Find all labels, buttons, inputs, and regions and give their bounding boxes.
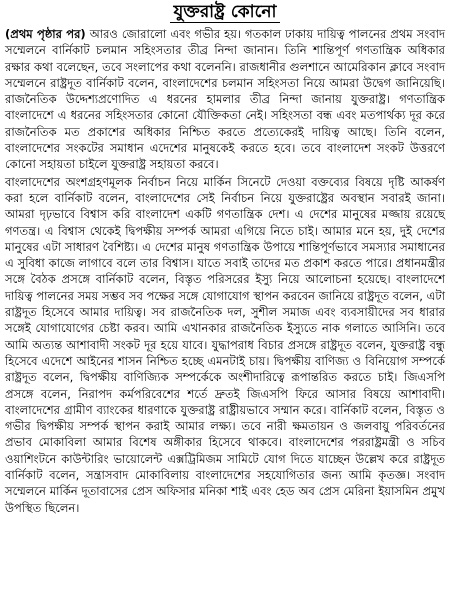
continued-from-front-page-label: (প্রথম পৃষ্ঠার পর) — [5, 27, 86, 41]
headline: যুক্তরাষ্ট্র কোনো — [170, 2, 281, 23]
headline-container — [0, 0, 450, 24]
paragraph-2: বাংলাদেশের অংশগ্রহণমূলক নির্বাচন নিয়ে মার্কিন সিনেটে দেওয়া বক্তব্যের বিষয়ে দৃষ্টি আকর্ষণ করা হলে বার্নিকাট বলেন, বাংলাদেশের সেই নির্বাচন নিয়ে যুক্তরাষ্ট্রের অবস্থান সবারই জানা। আমরা দৃঢ়ভাবে বিশ্বাস করি বাংলাদেশ একটি গণতান্ত্রিক দেশ। এ দেশের মানুষের মজ্জায় রয়েছে গণতন্ত্র। এ বিশ্বাস থেকেই দ্বিপক্ষীয় সম্পর্ক আমরা এগিয়ে নিতে চাই। আমার মনে হয়, দুই দেশের মানুষের এটা সাধারণ বৈশিষ্ট্য। এ দেশের মানুষ গণতান্ত্রিক উপায়ে শান্তিপূর্ণভাবে সমস্যার সমাধানের এ সুবিধা কাজে লাগাবে বলে তার বিশ্বাস। যাতে সবাই তাদের মত প্রকাশ করতে পারে। প্রধানমন্ত্রীর সঙ্গে বৈঠক প্রসঙ্গে বার্নিকাট বলেন, বিস্তৃত পরিসরের ইস্যু নিয়ে আলোচনা হয়েছে। বাংলাদেশে দায়িত্ব পালনের সময় সম্ভব সব পক্ষের সঙ্গে যোগাযোগ স্থাপন করবেন জানিয়ে রাষ্ট্রদূত বলেন, এটা রাষ্ট্রদূত হিসেবে আমার দায়িত্ব। সব রাজনৈতিক দল, সুশীল সমাজ এবং ব্যবসায়ীদের সব ধারার সঙ্গেই যোগাযোগের চেষ্টা করব। আমি এখানকার রাজনৈতিক ইস্যুতে নাক গলাতে আসিনি। তবে আমি অত্যন্ত আশাবাদী সংকট দূর হয়ে যাবে। যুদ্ধাপরাধ বিচার প্রসঙ্গে রাষ্ট্রদূত বলেন, যুক্তরাষ্ট্র বন্ধু হিসেবে এদেশে আইনের শাসন নিশ্চিত হচ্ছে এমনটাই চায়। দ্বিপক্ষীয় বাণিজ্য ও বিনিয়োগ সম্পর্কে রাষ্ট্রদূত বলেন, দ্বিপক্ষীয় বাণিজ্যিক সম্পর্কেকে অংশীদারিত্বে রূপান্তরিত করতে চাই। জিএসপি প্রসঙ্গে বলেন, নিরাপদ কর্মপরিবেশের শর্তে দ্রুতই জিএসপি ফিরে আসার বিষয়ে আশাবাদী। বাংলাদেশের গ্রামীণ ব্যাংকের ধারণাকে যুক্তরাষ্ট্র রাষ্ট্রীয়ভাবে সম্মান করে। বার্নিকাট বলেন, বিস্তৃত ও গভীর দ্বিপক্ষীয় সম্পর্ক স্থাপন করাই আমার লক্ষ্য। তবে নারী ক্ষমতায়ন ও জলবায়ু পরিবর্তনের প্রভাব মোকাবিলা আমার বিশেষ অঙ্গীকার হিসেবে থাকবে। বাংলাদেশের পররাষ্ট্রমন্ত্রী ও সচিব ওয়াশিংটনে কাউন্টারিং ভায়োলেন্ট এক্সট্রিমিজম সামিটে যোগ দিতে যাচ্ছেন উল্লেখ করে রাষ্ট্রদূত বার্নিকাট বলেন, সন্ত্রাসবাদ মোকাবিলায় বাংলাদেশের সহযোগিতার জন্য আমি কৃতজ্ঞ। সংবাদ সম্মেলনে মার্কিন দূতাবাসের প্রেস অফিসার মনিকা শাই এবং হেড অব প্রেস মেরিনা ইয়াসমিন প্রমুখ উপস্থিত ছিলেন। — [5, 174, 445, 515]
paragraph-1 — [5, 26, 445, 173]
article-body — [5, 26, 445, 516]
paragraph-1-text: আরও জোরালো এবং গভীর হয়। গতকাল ঢাকায় দায়িত্ব পালনের প্রথম সংবাদ সম্মেলনে বার্নিকাট চলমান সহিংসতার তীব্র নিন্দা জানান। তিনি শান্তিপূর্ণ গণতান্ত্রিক অধিকার রক্ষার কথা বলেছেন, তবে সংলাপের কথা বলেননি। রাজধানীর গুলশানে আমেরিকান ক্লাবে সংবাদ সম্মেলনে রাষ্ট্রদূত বার্নিকাট বলেন, বাংলাদেশের চলমান সহিংসতা নিয়ে আমরা উদ্বেগ জানিয়েছি। রাজনৈতিক উদ্দেশ্যপ্রণোদিত এ ধরনের হামলার তীব্র নিন্দা জানায় যুক্তরাষ্ট্র। গণতান্ত্রিক বাংলাদেশে এ ধরনের সহিংসতার কোনো যৌক্তিকতা নেই। সহিংসতা বন্ধ এবং মতপার্থক্য দূর করে রাজনৈতিক মত প্রকাশের অধিকার নিশ্চিত করতে প্রত্যেকেরই দায়িত্ব আছে। তিনি বলেন, বাংলাদেশের সংকটের সমাধান এদেশের মানুষকেই করতে হবে। তবে বাংলাদেশ সংকট উত্তরণে কোনো সহায়তা চাইলে যুক্তরাষ্ট্র সহায়তা করবে। — [5, 27, 445, 172]
